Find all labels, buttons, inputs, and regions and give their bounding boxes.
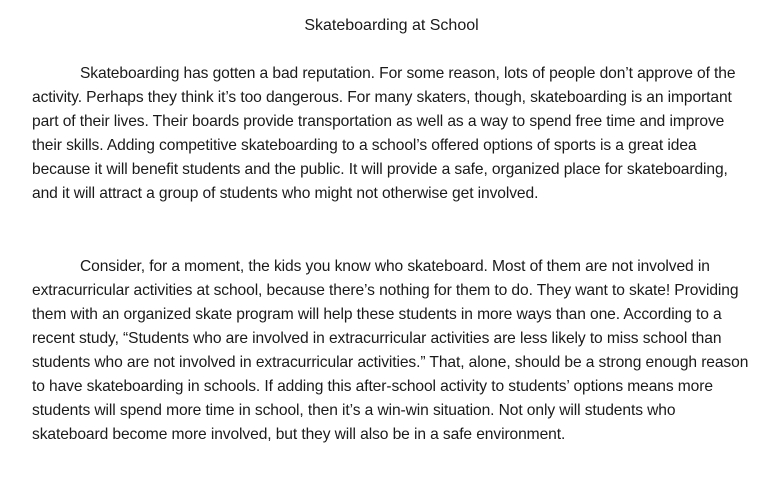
- paragraph-intro: Skateboarding has gotten a bad reputation. For some reason, lots of people don’t approve of the activity. Perhaps they think it’s too dangerous. For many skaters, though, skateboarding is an important part of their lives. Their boards provide transportation as well as a way to spend free time and improve their skills. Adding competitive skateboarding to a school’s offered options of sports is a great idea because it will benefit students and the public. It will provide a safe, organized place for skateboarding, and it will attract a group of students who might not otherwise get involved.: [32, 65, 736, 202]
- document-title: Skateboarding at School: [304, 17, 479, 34]
- paragraph-body: Consider, for a moment, the kids you know who skateboard. Most of them are not involved in extracurricular activities at school, because there’s nothing for them to do. They want to skate! Providing them with an organized skate program will help these students in more ways than one. According to a recent study, “Students who are involved in extracurricular activities are less likely to miss school than students who are not involved in extracurricular activities.” That, alone, should be a strong enough reason to have skateboarding in schools. If adding this after-school activity to students’ options means more students will spend more time in school, then it’s a win-win situation. Not only will students who skateboard become more involved, but they will also be in a safe environment.: [32, 258, 749, 443]
